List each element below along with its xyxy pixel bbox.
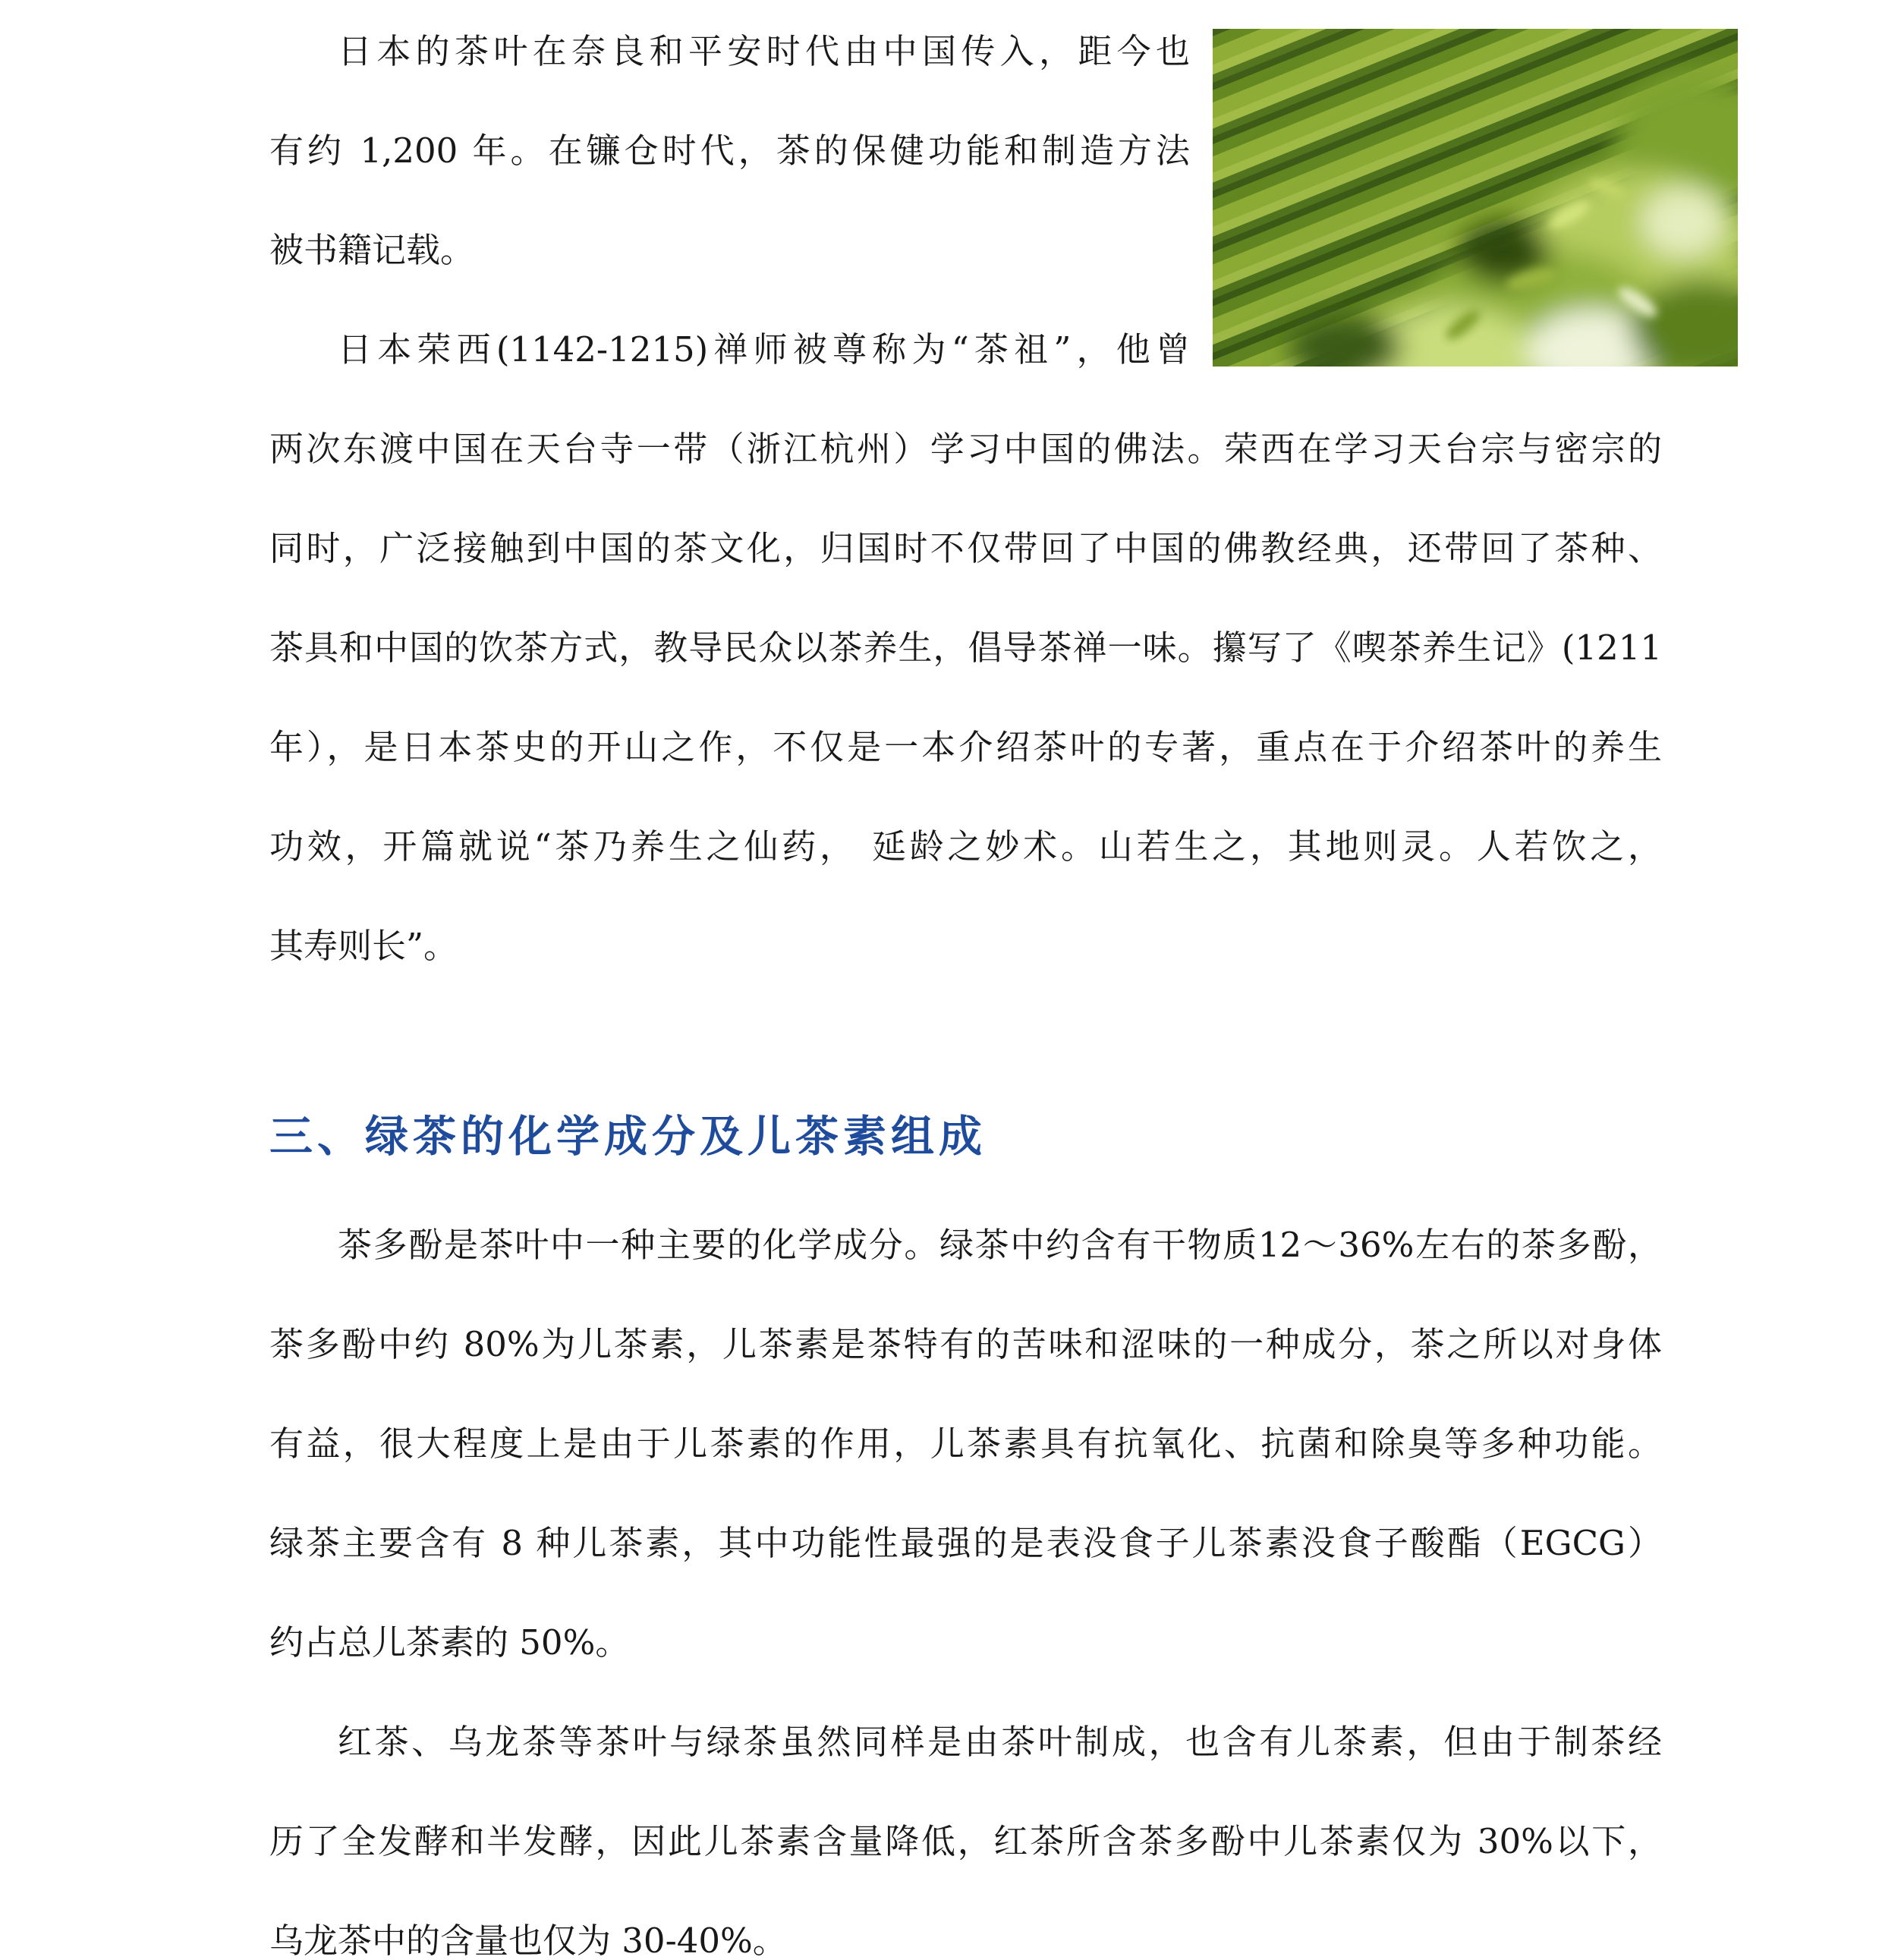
text-line: 日本荣西(1142-1215)禅师被尊称为“茶祖”，他曾	[338, 329, 1190, 370]
text-line: 有益，很大程度上是由于儿茶素的作用，儿茶素具有抗氧化、抗菌和除臭等多种功能。	[269, 1424, 1662, 1464]
text-line: 茶具和中国的饮茶方式，教导民众以茶养生，倡导茶禅一味。攥写了《喫茶养生记》(1211	[269, 628, 1662, 668]
text-line: 约占总儿茶素的 50%。	[269, 1622, 630, 1663]
tea-plantation-image	[1213, 29, 1738, 367]
text-line: 茶多酚中约 80%为儿茶素，儿茶素是茶特有的苦味和涩味的一种成分，茶之所以对身体	[269, 1324, 1662, 1364]
text-line: 年），是日本茶史的开山之作，不仅是一本介绍茶叶的专著，重点在于介绍茶叶的养生	[269, 727, 1662, 767]
text-line: 被书籍记载。	[269, 230, 475, 270]
text-line: 绿茶主要含有 8 种儿茶素，其中功能性最强的是表没食子儿茶素没食子酸酯（EGCG）	[269, 1523, 1662, 1563]
paragraph	[269, 300, 1662, 996]
text-line: 有约 1,200 年。在镰仓时代，茶的保健功能和制造方法	[269, 131, 1190, 171]
text-line: 红茶、乌龙茶等茶叶与绿茶虽然同样是由茶叶制成，也含有儿茶素，但由于制茶经	[338, 1722, 1662, 1762]
text-line: 其寿则长”。	[269, 926, 458, 966]
paragraph	[269, 1195, 1662, 1692]
tea-plantation-illustration	[1213, 29, 1738, 367]
text-line: 两次东渡中国在天台寺一带（浙江杭州）学习中国的佛法。荣西在学习天台宗与密宗的	[269, 429, 1662, 469]
text-line: 同时，广泛接触到中国的茶文化，归国时不仅带回了中国的佛教经典，还带回了茶种、	[269, 528, 1662, 568]
text-line: 功效，开篇就说“茶乃养生之仙药， 延龄之妙术。山若生之，其地则灵。人若饮之，	[269, 826, 1662, 867]
paragraph	[269, 1692, 1662, 1960]
section-heading: 三、绿茶的化学成分及儿茶素组成	[269, 1111, 987, 1162]
section-after-heading	[269, 1195, 1662, 1960]
text-line: 茶多酚是茶叶中一种主要的化学成分。绿茶中约含有干物质12～36%左右的茶多酚，	[338, 1225, 1662, 1265]
text-line: 日本的茶叶在奈良和平安时代由中国传入，距今也	[338, 31, 1190, 71]
text-line: 乌龙茶中的含量也仅为 30-40%。	[269, 1921, 787, 1960]
document-body	[269, 2, 1662, 1960]
text-line: 历了全发酵和半发酵，因此儿茶素含量降低，红茶所含茶多酚中儿茶素仅为 30%以下，	[269, 1821, 1662, 1861]
